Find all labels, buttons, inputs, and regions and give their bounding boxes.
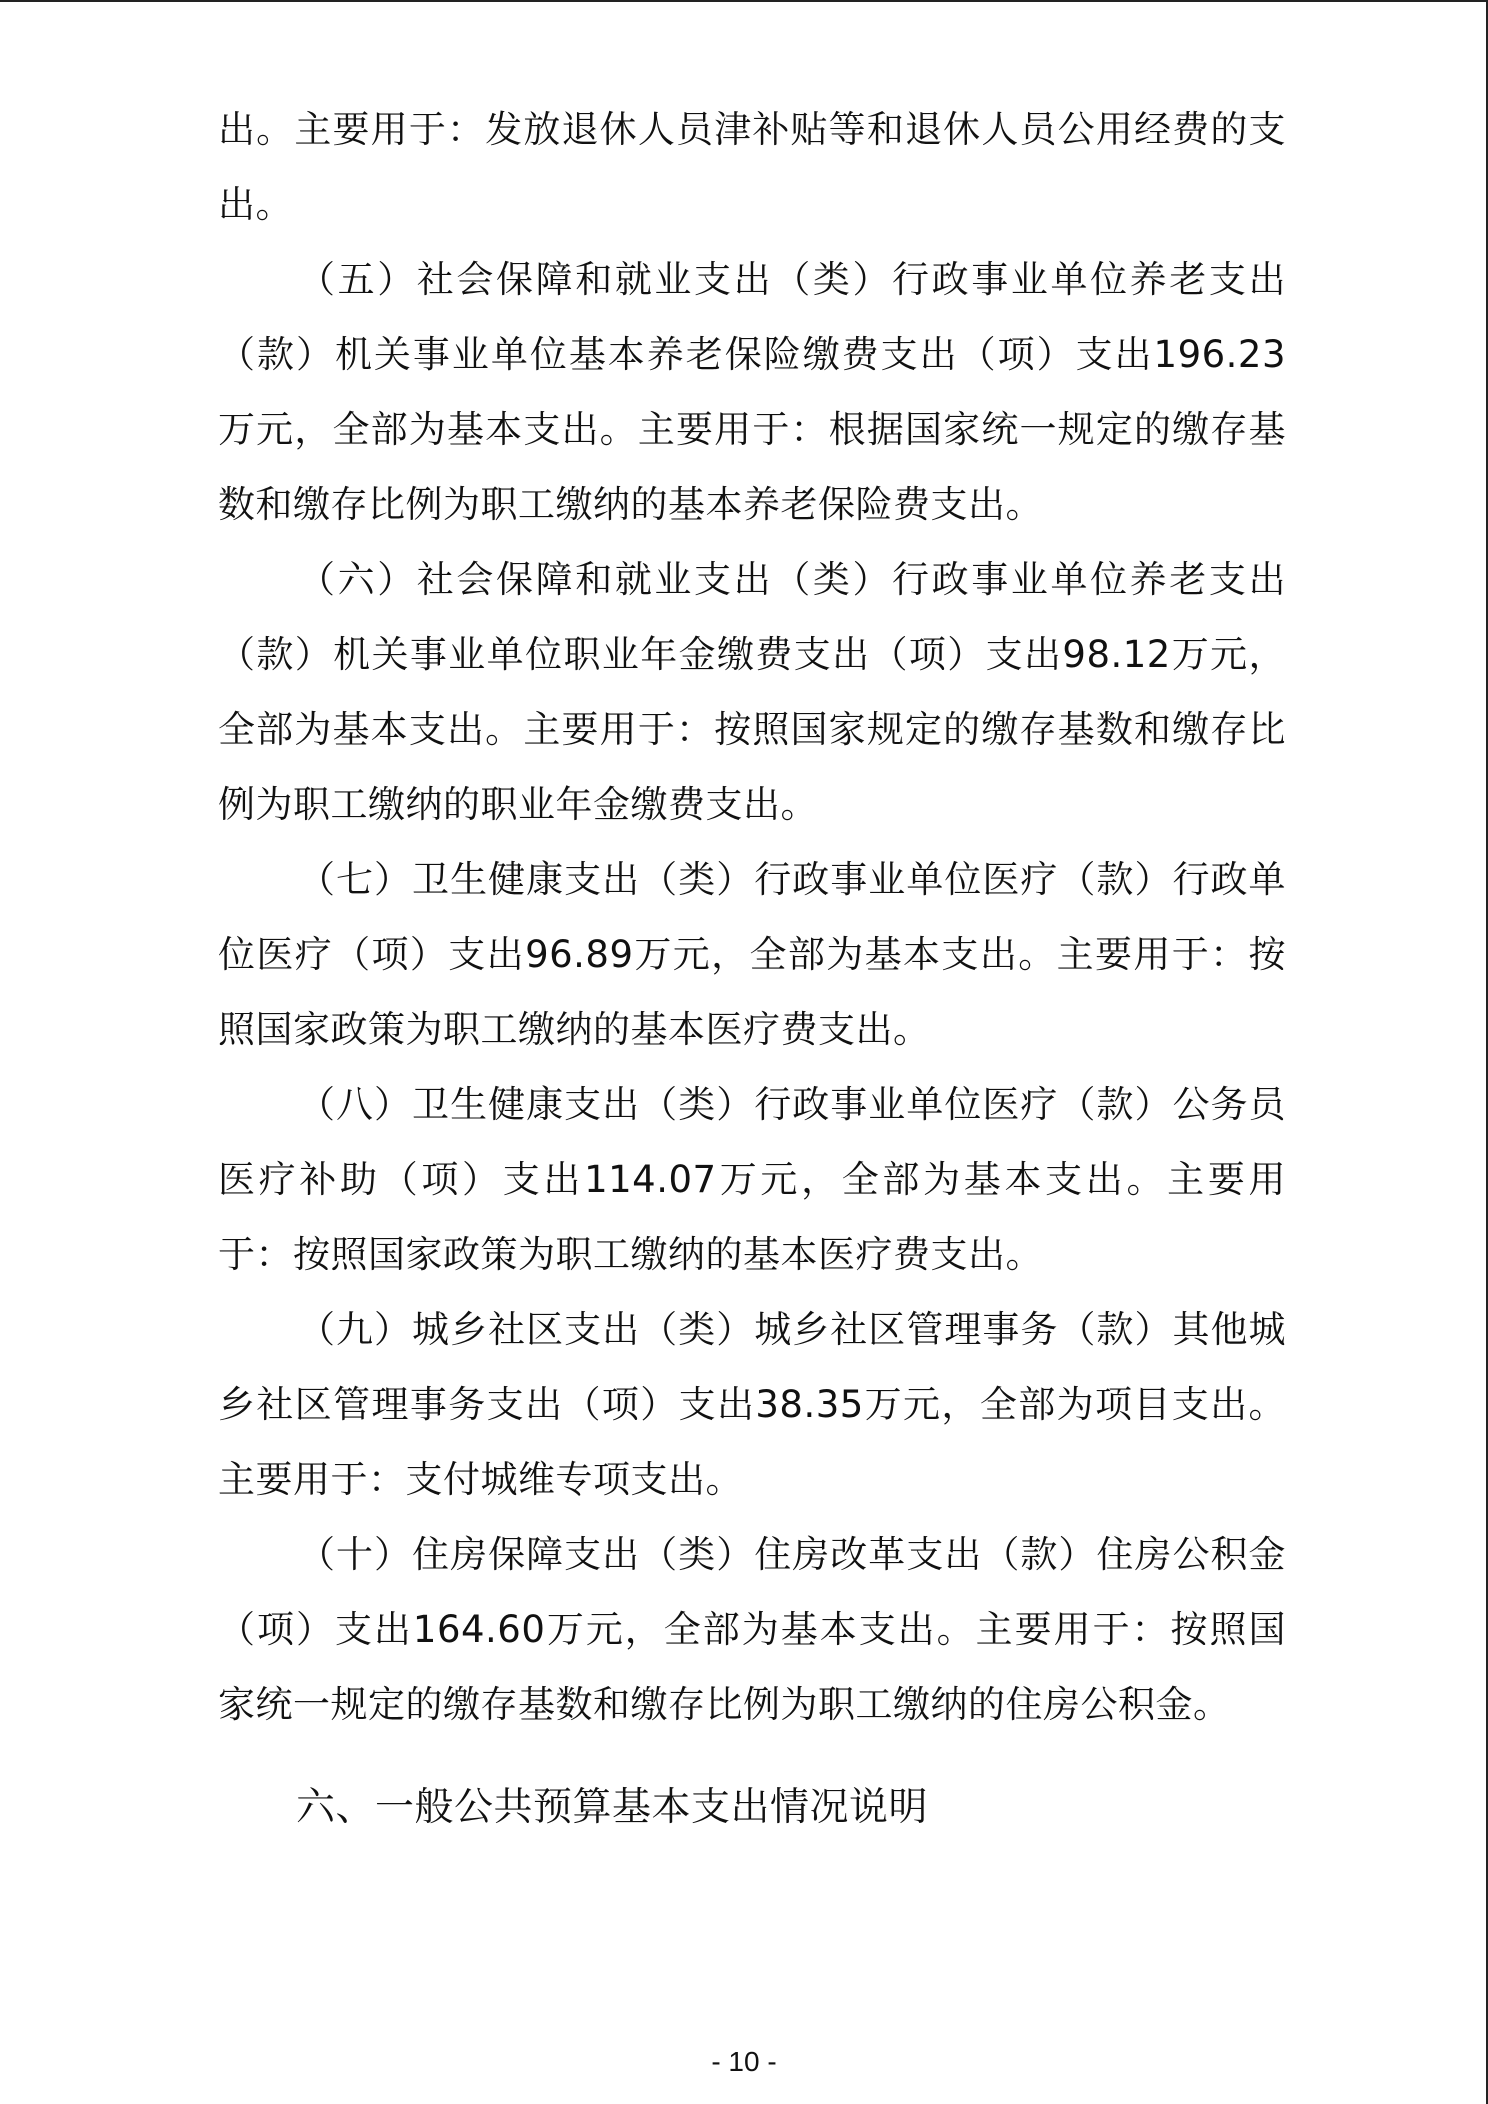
paragraph-item-5: （五）社会保障和就业支出（类）行政事业单位养老支出（款）机关事业单位基本养老保险缴费支出（项）支出196.23万元，全部为基本支出。主要用于：根据国家统一规定的缴存基数和缴存比例为职工缴纳的基本养老保险费支出。: [218, 258, 1286, 526]
page-number: - 10 -: [711, 2046, 777, 2077]
paragraph-item-8: （八）卫生健康支出（类）行政事业单位医疗（款）公务员医疗补助（项）支出114.07万元，全部为基本支出。主要用于：按照国家政策为职工缴纳的基本医疗费支出。: [218, 1083, 1286, 1276]
paragraph-item-6: （六）社会保障和就业支出（类）行政事业单位养老支出（款）机关事业单位职业年金缴费支出（项）支出98.12万元，全部为基本支出。主要用于：按照国家规定的缴存基数和缴存比例为职工缴纳的职业年金缴费支出。: [218, 558, 1286, 826]
top-border-line: [0, 0, 1488, 2]
paragraph-item-7: （七）卫生健康支出（类）行政事业单位医疗（款）行政单位医疗（项）支出96.89万元，全部为基本支出。主要用于：按照国家政策为职工缴纳的基本医疗费支出。: [218, 858, 1286, 1051]
section-heading: 六、一般公共预算基本支出情况说明: [296, 1785, 929, 1830]
paragraph-item-10: （十）住房保障支出（类）住房改革支出（款）住房公积金（项）支出164.60万元，全部为基本支出。主要用于：按照国家统一规定的缴存基数和缴存比例为职工缴纳的住房公积金。: [218, 1533, 1286, 1726]
paragraph-item-9: （九）城乡社区支出（类）城乡社区管理事务（款）其他城乡社区管理事务支出（项）支出38.35万元，全部为项目支出。主要用于：支付城维专项支出。: [218, 1308, 1286, 1501]
paragraph-continuation: 出。主要用于：发放退休人员津补贴等和退休人员公用经费的支出。: [218, 108, 1286, 226]
document-body: [218, 92, 1286, 1846]
